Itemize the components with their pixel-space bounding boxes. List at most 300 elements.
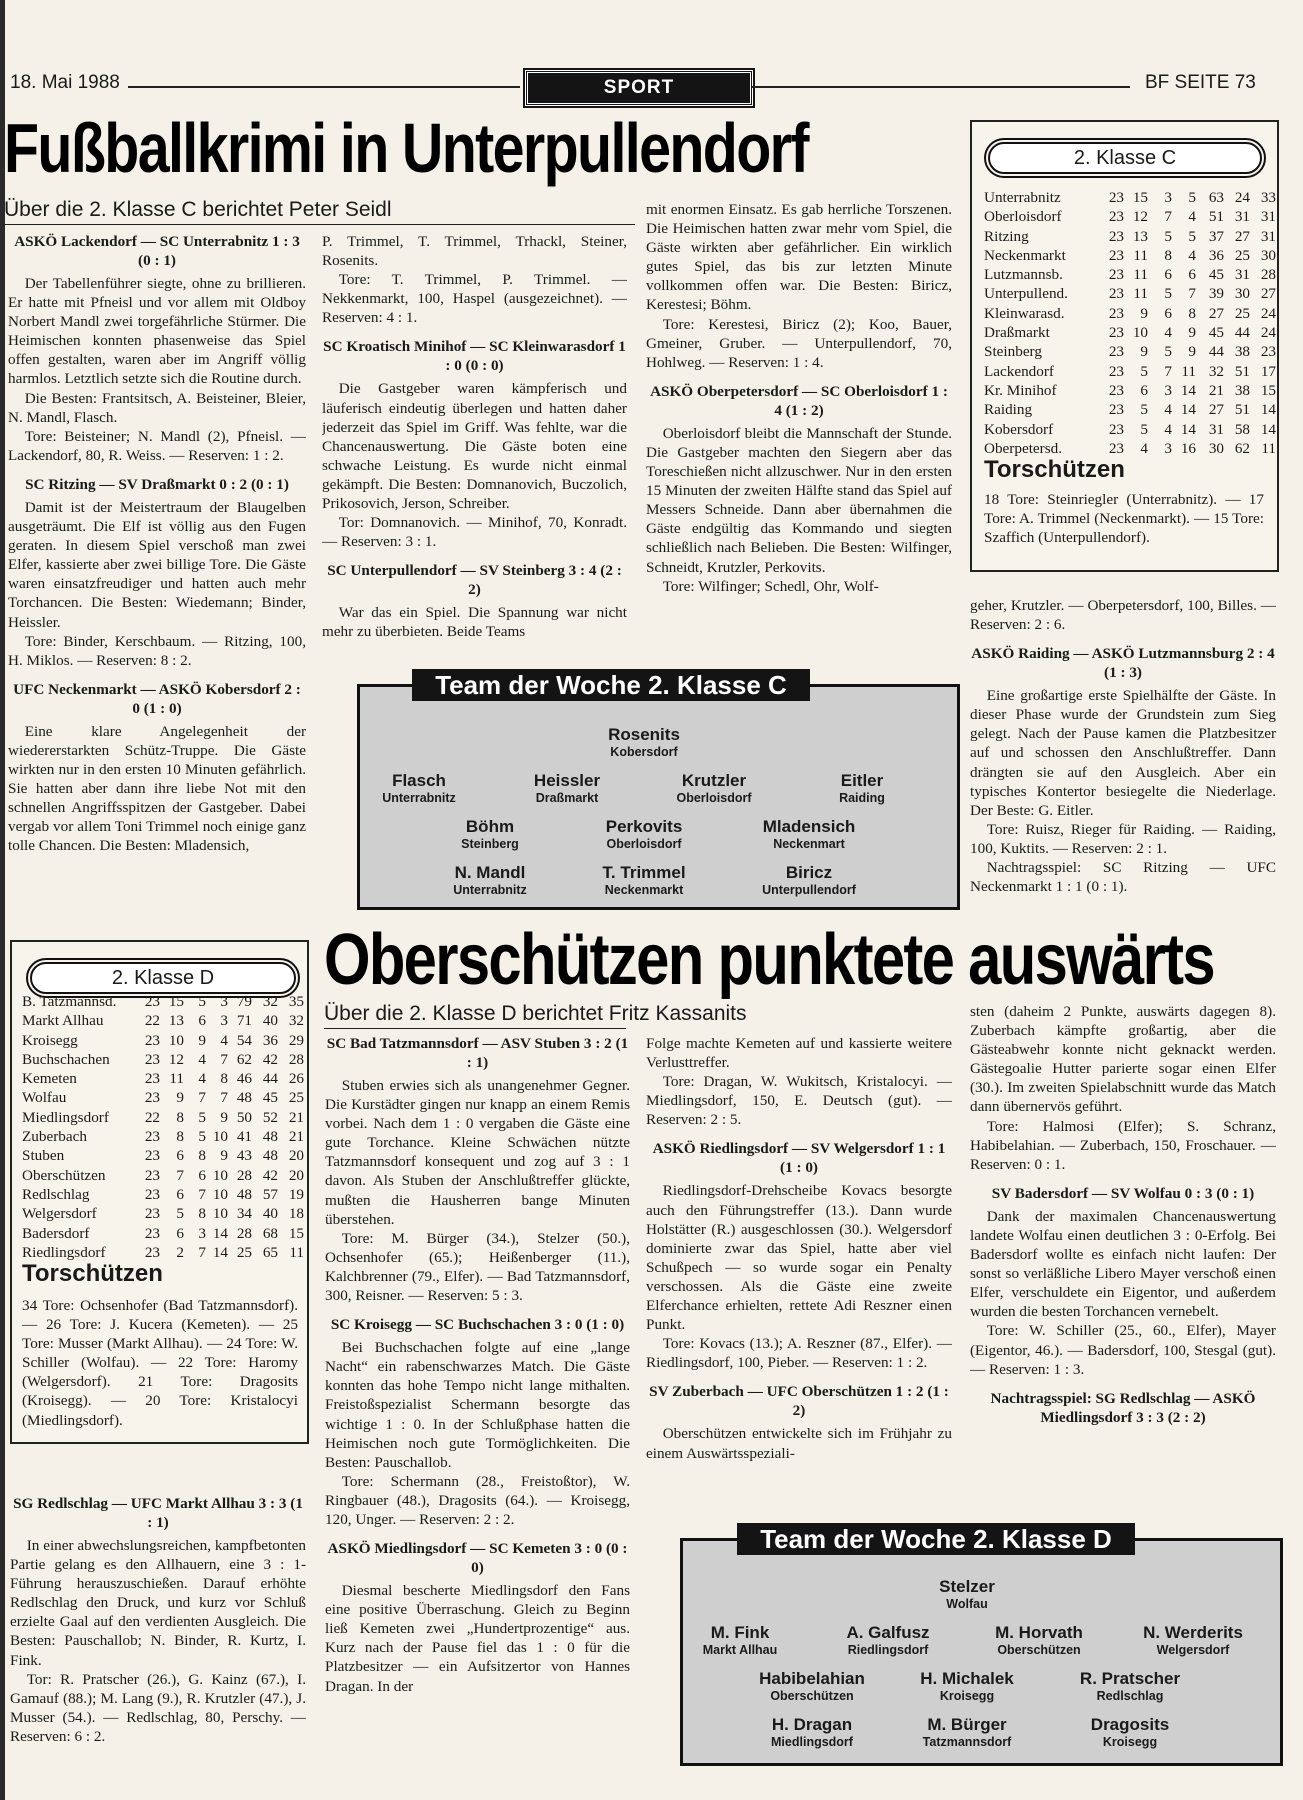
stat-cell: 5 (1188, 189, 1196, 206)
stat-cell: 7 (176, 1166, 184, 1184)
paragraph: Diesmal bescherte Miedlingsdorf den Fans eine positive Überraschung. Gleich zu Beginn ließ Kemeten zwei „Hundertprozentige“ aus. Kurz nach der Pause fiel das 1 : 0 für die Platzbesitzer — ein Aufsitzertor von Hannes Dragan. In der (325, 1582, 630, 1695)
stat-cell: 8 (220, 1070, 228, 1088)
stat-cell: 12 (168, 1050, 184, 1068)
team-name-cell: Oberpetersd. (984, 439, 1063, 457)
stat-cell: 8 (198, 1205, 206, 1223)
paragraph: Tor: R. Pratscher (26.), G. Kainz (67.), I. Gamauf (88.); M. Lang (9.), R. Krutzler (47.), J. Musser (54.). — Redlschlag, 80, Perschy. — Reserven: 6 : 2. (10, 1670, 306, 1745)
article-c-column-2 (322, 232, 627, 658)
player-club: Kobersdorf (610, 745, 678, 759)
standings-row (984, 207, 1276, 226)
player-name: Dragosits (1090, 1715, 1170, 1734)
team-player (608, 725, 680, 760)
scorers-text-d: 34 Tore: Ochsenhofer (Bad Tatzmannsdorf). — 26 Tore: J. Kucera (Kemeten). — 25 Tore: Musser (Markt Allhau). — 24 Tore: W. Schiller (Wolfau). — 22 Tore: Haromy (Welgersdorf). 21 Tore: Dragosits (Kroisegg). — 20 Tore: Kristalocyi (Miedlingsdorf). (22, 1297, 298, 1429)
stat-cell: 23 (1108, 208, 1124, 226)
paragraph: War das ein Spiel. Die Spannung war nicht mehr zu überbieten. Beide Teams (322, 604, 627, 641)
stat-cell: 23 (1108, 401, 1124, 419)
player-club: Oberloisdorf (606, 837, 682, 851)
stat-cell: 9 (1140, 343, 1148, 361)
stat-cell: 65 (262, 1243, 278, 1261)
match-heading: SC Bad Tatzmannsdorf — ASV Stuben 3 : 2 (1 : 1) (326, 1035, 629, 1071)
stat-cell: 28 (236, 1224, 252, 1242)
player-name: Perkovits (605, 817, 683, 836)
article-d-column-3 (646, 1034, 952, 1524)
match-heading: SC Kroatisch Minihof — SC Kleinwarasdorf 1 : 0 (0 : 0) (323, 338, 626, 375)
match-heading: SG Redlschlag — UFC Markt Allhau 3 : 3 (1 : 1) (13, 1495, 303, 1531)
stat-cell: 6 (1188, 266, 1196, 284)
team-of-week-d (680, 1524, 1283, 1766)
stat-cell: 23 (144, 1031, 160, 1049)
stat-cell: 14 (212, 1243, 228, 1261)
stat-cell: 20 (288, 1166, 304, 1184)
standings-row (22, 1127, 304, 1146)
team-of-week-d-title: Team der Woche 2. Klasse D (737, 1523, 1135, 1555)
player-name: M. Bürger (927, 1715, 1007, 1734)
team-name-cell: Oberloisdorf (984, 208, 1062, 226)
stat-cell: 40 (262, 1205, 278, 1223)
stat-cell: 4 (1140, 439, 1148, 457)
stat-cell: 5 (198, 1108, 206, 1126)
match-heading: SV Zuberbach — UFC Oberschützen 1 : 2 (1 : 2) (649, 1383, 949, 1420)
stat-cell: 9 (1140, 304, 1148, 322)
team-player (920, 1669, 1014, 1704)
paragraph: Tore: Kerestesi, Biricz (2); Koo, Bauer, Gmeiner, Gruber. — Unterpullendorf, 70, Hohlweg. — Reserven: 1 : 4. (646, 315, 952, 371)
stat-cell: 23 (144, 1205, 160, 1223)
team-name-cell: Kr. Minihof (984, 381, 1057, 399)
section-label: SPORT (525, 70, 753, 106)
stat-cell: 30 (1234, 285, 1250, 303)
stat-cell: 11 (1133, 266, 1148, 284)
stat-cell: 18 (288, 1205, 304, 1223)
article-c-column-4 (970, 596, 1276, 916)
stat-cell: 6 (1164, 304, 1172, 322)
stat-cell: 20 (288, 1147, 304, 1165)
player-club: Neckenmart (773, 837, 845, 851)
stat-cell: 33 (1260, 189, 1276, 206)
standings-table-d (22, 992, 304, 1262)
team-name-cell: Raiding (984, 401, 1033, 419)
paragraph-continued: P. Trimmel, T. Trimmel, Trhackl, Steiner, Rosenits. (322, 233, 627, 270)
stat-cell: 11 (289, 1243, 304, 1261)
stat-cell: 41 (236, 1128, 252, 1146)
stat-cell: 57 (262, 1185, 278, 1203)
standings-table-c (984, 188, 1276, 458)
match-heading: Nachtragsspiel: SG Redlschlag — ASKÖ Miedlingsdorf 3 : 3 (2 : 2) (990, 1389, 1256, 1426)
stat-cell: 44 (262, 1070, 278, 1088)
stat-cell: 4 (1164, 324, 1172, 342)
scorers-title-d: Torschützen (22, 1260, 163, 1287)
stat-cell: 11 (1133, 246, 1148, 264)
paragraph: Tore: Schermann (28., Freistoßtor), W. Ringbauer (48.), Dragosits (64.). — Kroisegg, 120, Unger. — Reserven: 2 : 2. (325, 1472, 630, 1528)
team-player (534, 771, 600, 806)
stat-cell: 23 (1108, 285, 1124, 303)
stat-cell: 31 (1234, 208, 1250, 226)
stat-cell: 7 (198, 1243, 206, 1261)
stat-cell: 58 (1234, 420, 1250, 438)
stat-cell: 4 (1164, 401, 1172, 419)
team-player (676, 771, 751, 806)
stat-cell: 36 (262, 1031, 278, 1049)
team-player (923, 1715, 1012, 1750)
stat-cell: 10 (212, 1205, 228, 1223)
stat-cell: 11 (1181, 362, 1196, 380)
player-club: Oberschützen (770, 1689, 854, 1703)
team-name-cell: Badersdorf (22, 1224, 90, 1242)
stat-cell: 44 (1208, 343, 1224, 361)
paragraph-continued: mit enormen Einsatz. Es gab herrliche Torszenen. Die Heimischen hatten zwar mehr vom Spiel, die Gäste wirkten aber gefährlicher. Ein wirklich gutes Spiel, das bis zur letzten Minute vollkommen offen war. Die Besten: Biricz, Kerestesi; Böhm. (646, 201, 952, 314)
stat-cell: 5 (1164, 343, 1172, 361)
match-heading: SC Kroisegg — SC Buchschachen 3 : 0 (1 : 0) (330, 1316, 625, 1334)
stat-cell: 11 (1261, 439, 1276, 457)
stat-cell: 5 (1140, 362, 1148, 380)
stat-cell: 48 (236, 1185, 252, 1203)
paragraph: Eine klare Angelegenheit der wiedererstarkten Schütz-Truppe. Die Gäste wirkten nur in den ersten 10 Minuten gefährlich. Sie hatten aber dann ihre liebe Not mit den schnellen Angriffsspitzen der Gastgeber. Dabei vergab vor allem Toni Trimmel noch einige ganz tolle Chancen. Die Besten: Mladensich, (8, 722, 306, 855)
stat-cell: 2 (176, 1243, 184, 1261)
stat-cell: 63 (1208, 189, 1224, 206)
team-name-cell: Stuben (22, 1147, 65, 1165)
page-number: BF SEITE 73 (1145, 72, 1256, 93)
team-player (995, 1623, 1083, 1658)
match-heading: ASKÖ Oberpetersdorf — SC Oberloisdorf 1 : 4 (1 : 2) (650, 382, 948, 419)
stat-cell: 23 (144, 1224, 160, 1242)
team-name-cell: Draßmarkt (984, 324, 1050, 342)
team-name-cell: Neckenmarkt (984, 246, 1066, 264)
standings-row (22, 1185, 304, 1204)
stat-cell: 23 (1108, 304, 1124, 322)
byline-article-c: Über die 2. Klasse C berichtet Peter Seidl (4, 198, 392, 221)
stat-cell: 22 (144, 1012, 160, 1030)
stat-cell: 6 (198, 1166, 206, 1184)
stat-cell: 32 (262, 993, 278, 1010)
player-club: Markt Allhau (702, 1643, 778, 1657)
stat-cell: 23 (1108, 324, 1124, 342)
stat-cell: 23 (144, 993, 160, 1010)
stat-cell: 32 (288, 1012, 304, 1030)
stat-cell: 42 (262, 1166, 278, 1184)
stat-cell: 31 (1234, 266, 1250, 284)
player-name: Eitler (840, 771, 884, 790)
player-name: N. Mandl (454, 863, 526, 882)
paragraph: Oberloisdorf bleibt die Mannschaft der Stunde. Die Gastgeber machten den Siegern aber das Toreschießen nicht allzuschwer. Nur in den ersten 15 Minuten der zweiten Hälfte stand das Spiel auf Messers Schneide. Dann aber übernahmen die Gäste endgültig das Kommando und siegten schließlich nach Belieben. Die Besten: Wilfinger, Schneidt, Krutzler, Perkovits. (646, 424, 952, 576)
stat-cell: 21 (288, 1128, 304, 1146)
stat-cell: 9 (176, 1089, 184, 1107)
stat-cell: 23 (144, 1089, 160, 1107)
stat-cell: 9 (198, 1031, 206, 1049)
team-player (453, 863, 527, 898)
stat-cell: 45 (1208, 324, 1224, 342)
standings-row (984, 188, 1276, 207)
scorers-title-c: Torschützen (984, 456, 1125, 483)
stat-cell: 71 (236, 1012, 252, 1030)
team-name-cell: Unterpullend. (984, 285, 1068, 303)
standings-row (22, 1224, 304, 1243)
stat-cell: 14 (1180, 381, 1196, 399)
stat-cell: 3 (220, 1012, 228, 1030)
paragraph: Tore: Wilfinger; Schedl, Ohr, Wolf- (662, 577, 879, 595)
stat-cell: 9 (1188, 343, 1196, 361)
paragraph-continued: sten (daheim 2 Punkte, auswärts dagegen 8). Zuberbach kämpfte großartig, aber die Gästeabwehr konnte nicht geknackt werden. Gästegoalie Hutter parierte sogar einen Elfer (30.). Im zweiten Spielabschnitt wurde das Match dann übernervös geführt. (970, 1003, 1276, 1116)
article-c-column-3 (646, 200, 952, 658)
stat-cell: 45 (262, 1089, 278, 1107)
player-club: Kroisegg (939, 1689, 995, 1703)
standings-row (984, 400, 1276, 419)
match-heading: SV Badersdorf — SV Wolfau 0 : 3 (0 : 1) (991, 1184, 1255, 1202)
standings-row (22, 992, 304, 1011)
player-name: Heissler (533, 771, 601, 790)
team-name-cell: Buchschachen (22, 1050, 110, 1068)
standings-row (22, 1108, 304, 1127)
player-name: M. Horvath (995, 1623, 1083, 1642)
stat-cell: 28 (288, 1050, 304, 1068)
standings-row (984, 284, 1276, 303)
stat-cell: 31 (1260, 208, 1276, 226)
byline-article-d: Über die 2. Klasse D berichtet Fritz Kassanits (324, 1002, 747, 1025)
stat-cell: 23 (1108, 227, 1124, 245)
player-club: Redlschlag (1096, 1689, 1164, 1703)
stat-cell: 23 (144, 1070, 160, 1088)
stat-cell: 51 (1208, 208, 1224, 226)
standings-row (22, 1204, 304, 1223)
stat-cell: 30 (1260, 246, 1276, 264)
stat-cell: 5 (176, 1205, 184, 1223)
team-player (382, 771, 456, 806)
stat-cell: 62 (1234, 439, 1250, 457)
standings-row (22, 1011, 304, 1030)
stat-cell: 8 (1164, 246, 1172, 264)
player-club: Oberloisdorf (676, 791, 752, 805)
player-club: Unterrabnitz (382, 791, 456, 805)
match-heading: UFC Neckenmarkt — ASKÖ Kobersdorf 2 : 0 (1 : 0) (13, 680, 301, 717)
byline-rule-d (324, 1028, 626, 1029)
byline-rule-c (4, 224, 635, 225)
stat-cell: 10 (212, 1128, 228, 1146)
match-heading: ASKÖ Lackendorf — SC Unterrabnitz 1 : 3 (0 : 1) (14, 233, 300, 269)
team-name-cell: Zuberbach (22, 1128, 87, 1146)
headline-article-c: Fußballkrimi in Unterpullendorf (4, 109, 808, 187)
standings-row (984, 420, 1276, 439)
stat-cell: 27 (1234, 227, 1250, 245)
stat-cell: 38 (1234, 381, 1250, 399)
paragraph: Bei Buchschachen folgte auf eine „lange Nacht“ ein rabenschwarzes Match. Die Gäste konnten das hohe Tempo nicht lange mithalten. Freistoßspezialist Schermann besorgte das wichtige 1 : 0. In der Schlußphase hatten die Heimischen noch gute Tormöglichkeiten. Die Besten: Pauschallob. (325, 1339, 630, 1471)
stat-cell: 7 (1188, 285, 1196, 303)
player-name: R. Pratscher (1079, 1669, 1181, 1688)
paragraph: Eine großartige erste Spielhälfte der Gäste. In dieser Phase wurde der Grundstein zum Sieg gelegt. Nach der Pause kamen die Platzbesitzer auf und schossen den Anschlußtreffer. Dann drängten sie auf den Ausgleich. Aber ein typisches Kontertor besiegelte die Niederlage. Der Beste: G. Eitler. (970, 687, 1276, 819)
stat-cell: 25 (1234, 304, 1250, 322)
player-name: H. Dragan (771, 1715, 853, 1734)
stat-cell: 8 (176, 1108, 184, 1126)
standings-row (22, 1146, 304, 1165)
standings-row (984, 246, 1276, 265)
stat-cell: 22 (144, 1108, 160, 1126)
stat-cell: 45 (1208, 266, 1224, 284)
stat-cell: 36 (1208, 246, 1224, 264)
stat-cell: 79 (236, 993, 252, 1010)
stat-cell: 23 (144, 1147, 160, 1165)
stat-cell: 27 (1208, 401, 1224, 419)
stat-cell: 48 (262, 1128, 278, 1146)
match-heading: SC Unterpullendorf — SV Steinberg 3 : 4 (2 : 2) (327, 562, 622, 599)
team-player (606, 817, 683, 852)
stat-cell: 24 (1260, 324, 1276, 342)
standings-row (22, 1050, 304, 1069)
stat-cell: 23 (144, 1128, 160, 1146)
team-name-cell: Ritzing (984, 227, 1029, 245)
match-heading: ASKÖ Miedlingsdorf — SC Kemeten 3 : 0 (0 : 0) (327, 1540, 628, 1577)
player-name: Krutzler (681, 771, 747, 790)
stat-cell: 4 (1164, 420, 1172, 438)
paragraph: Tore: W. Schiller (25., 60., Elfer), Mayer (Eigentor, 46.). — Badersdorf, 100, Stesgal (gut). — Reserven: 1 : 3. (970, 1322, 1276, 1378)
paragraph: Dank der maximalen Chancenauswertung landete Wolfau einen deutlichen 3 : 0-Erfolg. Bei Badersdorf wollte es einfach nicht laufen: Der sonst so verläßliche Libero Mayer verschoß einen Elfer, verschuldete ein Eigentor, und außerdem wurden die besten Torchancen vernebelt. (970, 1207, 1276, 1321)
team-name-cell: Lackendorf (984, 362, 1054, 380)
team-player (771, 1715, 853, 1750)
issue-date: 18. Mai 1988 (10, 72, 120, 93)
paragraph: Oberschützen entwickelte sich im Frühjahr zu einem Auswärtsspeziali- (646, 1425, 952, 1462)
team-name-cell: Redlschlag (22, 1185, 90, 1203)
stat-cell: 15 (168, 993, 184, 1010)
stat-cell: 19 (288, 1185, 304, 1203)
match-heading: SC Ritzing — SV Draßmarkt 0 : 2 (0 : 1) (25, 475, 289, 493)
paragraph: Damit ist der Meistertraum der Blaugelben ausgeträumt. Die Elf ist völlig aus den Fugen geraten. In diesem Spiel verschoß man zwei Elfer, kassierte aber zwei billige Tore. Die Gäste waren einsatzfreudiger und hatten auch mehr Torchancen. Die Besten: Wiedemann; Binder, Heissler. (8, 498, 306, 631)
stat-cell: 25 (236, 1243, 252, 1261)
paragraph: Die Gastgeber waren kämpferisch und läuferisch eindeutig überlegen und hatten daher jederzeit das Spiel im Griff. Was fehlte, war die Chancenauswertung. Die Gäste boten eine schwache Leistung. Es wurde nicht einmal gekämpft. Die Besten: Domnanovich, Buczolich, Prikosovich, Jerson, Schreiber. (322, 380, 627, 513)
stat-cell: 4 (1188, 246, 1196, 264)
standings-row (984, 381, 1276, 400)
player-club: Raiding (839, 791, 885, 805)
stat-cell: 6 (176, 1147, 184, 1165)
stat-cell: 11 (1133, 285, 1148, 303)
stat-cell: 3 (198, 1224, 206, 1242)
paragraph: Tore: Ruisz, Rieger für Raiding. — Raiding, 100, Kuktits. — Reserven: 2 : 1. (970, 820, 1276, 857)
player-club: Neckenmarkt (604, 883, 684, 897)
stat-cell: 7 (220, 1089, 228, 1107)
stat-cell: 31 (1208, 420, 1224, 438)
paragraph: Der Tabellenführer siegte, ohne zu brillieren. Er hatte mit Pfneisl und vor allem mit Oldboy Norbert Mandl zwei torgefährliche Stürmer. Die Heimischen konnten phasenweise das Spiel offen gestalten, waren aber im Angriff völlig harmlos. Letztlich setzte sich die Routine durch. (8, 275, 306, 388)
player-name: Mladensich (762, 817, 856, 836)
stat-cell: 23 (1260, 343, 1276, 361)
stat-cell: 14 (212, 1224, 228, 1242)
player-name: H. Michalek (920, 1669, 1014, 1688)
stat-cell: 8 (198, 1147, 206, 1165)
paragraph: Tore: T. Trimmel, P. Trimmel. — Nekkenmarkt, 100, Haspel (ausgezeichnet). — Reserven: 4 : 1. (322, 271, 627, 327)
stat-cell: 5 (1188, 227, 1196, 245)
stat-cell: 5 (1140, 401, 1148, 419)
stat-cell: 7 (198, 1185, 206, 1203)
stat-cell: 52 (262, 1108, 278, 1126)
stat-cell: 26 (288, 1070, 304, 1088)
stat-cell: 43 (236, 1147, 252, 1165)
stat-cell: 6 (1140, 381, 1148, 399)
paragraph: Nachtragsspiel: SC Ritzing — UFC Neckenmarkt 1 : 1 (0 : 1). (970, 859, 1276, 896)
team-player (763, 817, 856, 852)
team-player (762, 863, 856, 898)
stat-cell: 5 (198, 1128, 206, 1146)
paragraph: Tore: Halmosi (Elfer); S. Schranz, Habibelahian. — Zuberbach, 150, Froschauer. — Reserven: 0 : 1. (970, 1117, 1276, 1173)
standings-row (984, 323, 1276, 342)
standings-row (984, 342, 1276, 361)
team-name-cell: Wolfau (22, 1089, 67, 1107)
team-name-cell: B. Tatzmannsd. (22, 993, 117, 1010)
team-player (703, 1623, 778, 1658)
stat-cell: 23 (1108, 246, 1124, 264)
player-club: Tatzmannsdorf (922, 1735, 1012, 1749)
standings-row (984, 227, 1276, 246)
page-edge-shadow (0, 0, 5, 1800)
player-club: Miedlingsdorf (771, 1735, 853, 1749)
stat-cell: 5 (1164, 285, 1172, 303)
standings-row (22, 1088, 304, 1107)
player-club: Unterrabnitz (453, 883, 527, 897)
player-club: Riedlingsdorf (847, 1643, 929, 1657)
article-c-column-1 (8, 232, 306, 914)
stat-cell: 8 (1188, 304, 1196, 322)
stat-cell: 27 (1260, 285, 1276, 303)
stat-cell: 31 (1260, 227, 1276, 245)
stat-cell: 14 (1260, 420, 1276, 438)
team-name-cell: Unterrabnitz (984, 189, 1061, 206)
header-rule-left (128, 86, 520, 88)
stat-cell: 29 (288, 1031, 304, 1049)
stat-cell: 32 (1208, 362, 1224, 380)
team-name-cell: Miedlingsdorf (22, 1108, 109, 1126)
player-name: Böhm (465, 817, 515, 836)
team-name-cell: Riedlingsdorf (22, 1243, 106, 1261)
stat-cell: 35 (288, 993, 304, 1010)
standings-box-d (10, 940, 309, 1444)
stat-cell: 62 (236, 1050, 252, 1068)
stat-cell: 23 (1108, 266, 1124, 284)
player-name: A. Galfusz (846, 1623, 930, 1642)
paragraph-continued: geher, Krutzler. — Oberpetersdorf, 100, Billes. — Reserven: 2 : 6. (970, 597, 1276, 634)
team-name-cell: Steinberg (984, 343, 1042, 361)
stat-cell: 48 (262, 1147, 278, 1165)
stat-cell: 4 (198, 1050, 206, 1068)
stat-cell: 46 (236, 1070, 252, 1088)
stat-cell: 14 (1180, 420, 1196, 438)
scorers-text-c: 18 Tore: Steinriegler (Unterrabnitz). — 17 Tore: A. Trimmel (Neckenmarkt). — 15 Tore: Szaffich (Unterpullendorf). (984, 491, 1264, 547)
stat-cell: 7 (1164, 208, 1172, 226)
stat-cell: 9 (220, 1108, 228, 1126)
team-player (461, 817, 519, 852)
player-club: Unterpullendorf (762, 883, 856, 897)
player-club: Steinberg (461, 837, 519, 851)
team-name-cell: Lutzmannsb. (984, 266, 1063, 284)
headline-article-d: Oberschützen punktete auswärts (324, 920, 1214, 1000)
stat-cell: 48 (236, 1089, 252, 1107)
stat-cell: 23 (144, 1185, 160, 1203)
article-d-column-1 (10, 1494, 306, 1794)
player-name: M. Fink (710, 1623, 770, 1642)
standings-box-c (970, 120, 1279, 572)
team-player (1091, 1715, 1169, 1750)
stat-cell: 13 (168, 1012, 184, 1030)
team-player (759, 1669, 865, 1704)
stat-cell: 15 (1260, 381, 1276, 399)
team-of-week-c-title: Team der Woche 2. Klasse C (412, 669, 810, 701)
stat-cell: 14 (1180, 401, 1196, 419)
paragraph: Riedlingsdorf-Drehscheibe Kovacs besorgte auch den Führungstreffer (13.). Dann wurde Holstätter (R.) ausgeschlossen (30.). Welgersdorf dominierte zwar das Spiel, hatte aber viel Schußpech — so wurde sogar ein Penalty verschossen. Als die Gäste eine zweite Elferchance erhielten, rettete Adi Reszner einen Punkt. (646, 1182, 952, 1334)
stat-cell: 23 (1108, 362, 1124, 380)
stat-cell: 24 (1234, 189, 1250, 206)
best-players-line: Die Besten: Frantsitsch, A. Beisteiner, Bleier, N. Mandl, Flasch. (8, 389, 306, 426)
stat-cell: 40 (262, 1012, 278, 1030)
standings-row (22, 1069, 304, 1088)
paragraph-continued: Folge machte Kemeten auf und kassierte weitere Verlusttreffer. (646, 1035, 952, 1072)
standings-row (984, 265, 1276, 284)
stat-cell: 54 (236, 1031, 252, 1049)
stat-cell: 23 (1108, 439, 1124, 457)
stat-cell: 3 (220, 993, 228, 1010)
paragraph: Tore: Kovacs (13.); A. Reszner (87., Elfer). — Riedlingsdorf, 100, Pieber. — Reserven: 1 : 2. (646, 1335, 952, 1372)
team-player (602, 863, 685, 898)
